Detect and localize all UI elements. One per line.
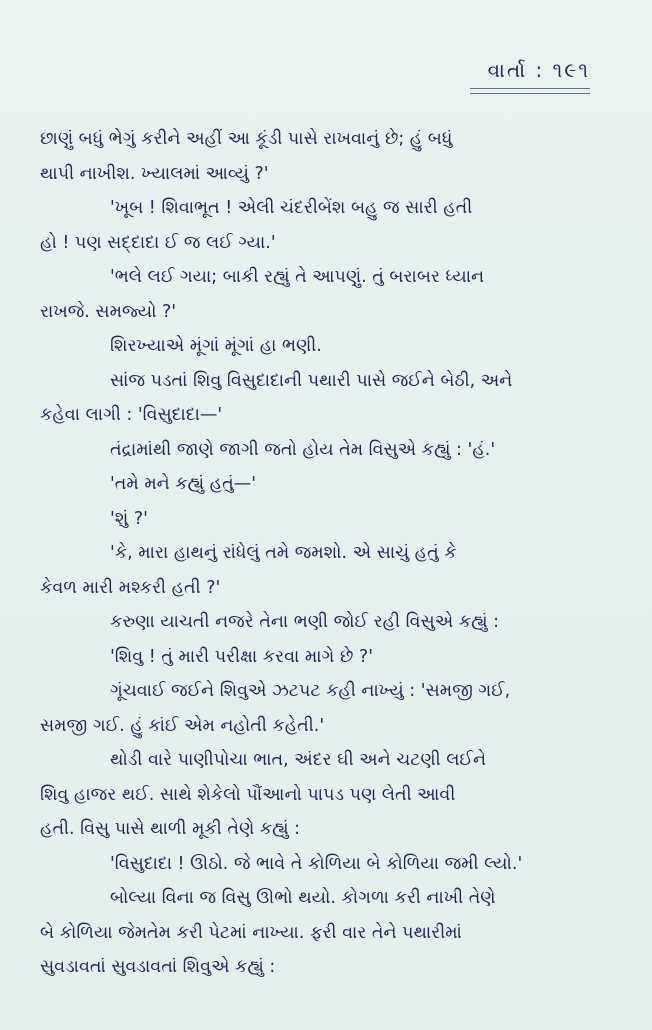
text-line: 'વિસુદાદા ! ઊઠો. જે ભાવે તે કોળિયા બે કોળિયા જમી લ્યો.': [110, 853, 523, 874]
text-line: રાખજે. સમજ્યો ?': [40, 301, 177, 322]
text-line: બોલ્યા વિના જ વિસુ ઊભો થયો. કોગળા કરી નાખી તેણે: [110, 888, 496, 908]
text-line: તંદ્રામાંથી જાણે જાગી જતો હોય તેમ વિસુએ કહ્યું : 'હં.': [110, 439, 496, 460]
header-underline: [470, 88, 590, 94]
text-line: 'શું ?': [110, 508, 148, 529]
text-line: હતી. વિસુ પાસે થાળી મૂકી તેણે કહ્યું :: [40, 819, 301, 839]
text-line: કેવળ મારી મશ્કરી હતી ?': [40, 577, 221, 598]
text-line: સુવડાવતાં સુવડાવતાં શિવુએ કહ્યું :: [40, 957, 276, 977]
text-line: કહેવા લાગી : 'વિસુદાદા—': [40, 405, 223, 425]
text-line: 'કે, મારા હાથનું રાંધેલું તમે જમશો. એ સાચું હતું કે: [110, 543, 457, 563]
running-header: વાર્તા : ૧૯૧: [487, 58, 590, 82]
text-line: 'ભલે લઈ ગયા; બાકી રહ્યું તે આપણું. તું બરાબર ધ્યાન: [110, 267, 485, 287]
text-line: હો ! પણ સદ્દાદા ઈ જ લઈ ગ્યા.': [40, 232, 276, 253]
text-line: થાપી નાખીશ. ખ્યાલમાં આવ્યું ?': [40, 163, 269, 184]
text-line: છાણું બધું ભેગું કરીને અહીં આ કૂંડી પાસે રાખવાનું છે; હું બધું: [40, 129, 453, 149]
text-line: 'ખૂબ ! શિવાભૂત ! એલી ચંદરીબેંશ બહુ જ સારી હતી: [110, 198, 473, 218]
text-line: બે કોળિયા જેમતેમ કરી પેટમાં નાખ્યા. ફરી વાર તેને પથારીમાં: [40, 922, 462, 943]
text-line: 'શિવુ ! તું મારી પરીક્ષા કરવા માગે છે ?': [110, 646, 374, 667]
text-line: થોડી વારે પાણીપોચા ભાત, અંદર ઘી અને ચટણી લઈને: [110, 750, 486, 770]
text-line: શિવુ હાજર થઈ. સાથે શેકેલો પૌંઆનો પાપડ પણ લેતી આવી: [40, 784, 456, 805]
text-line: સાંજ પડતાં શિવુ વિસુદાદાની પથારી પાસે જઈને બેઠી, અને: [110, 370, 513, 391]
text-line: કરુણા યાચતી નજરે તેના ભણી જોઈ રહી વિસુએ કહ્યું :: [110, 612, 500, 632]
text-line: ગૂંચવાઈ જઈને શિવુએ ઝટપટ કહી નાખ્યું : 'સમજી ગઈ,: [110, 681, 511, 701]
page-body: [40, 122, 610, 985]
text-line: શિરખ્યાએ મૂંગાં મૂંગાં હા ભણી.: [110, 336, 322, 356]
text-line: સમજી ગઈ. હું કાંઈ એમ નહોતી કહેતી.': [40, 715, 325, 736]
text-line: 'તમે મને કહ્યું હતું—': [110, 474, 257, 494]
